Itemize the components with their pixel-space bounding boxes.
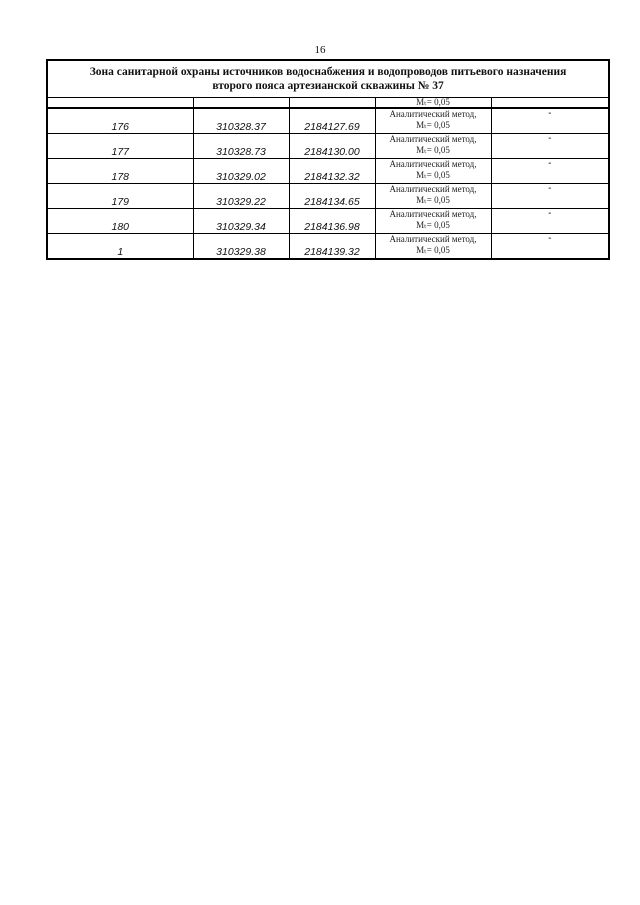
point-number: 180 xyxy=(47,209,193,234)
table-row xyxy=(47,108,609,134)
method-cell xyxy=(375,134,491,159)
table-row xyxy=(47,159,609,184)
table-row xyxy=(47,234,609,260)
method-cell xyxy=(375,209,491,234)
y-coordinate: 2184134.65 xyxy=(289,184,375,209)
note-cell: - xyxy=(491,108,609,134)
y-coordinate: 2184139.32 xyxy=(289,234,375,260)
method-accuracy: Mₜ= 0,05 xyxy=(416,220,450,230)
method-cell xyxy=(375,108,491,134)
note-cell: - xyxy=(491,184,609,209)
y-coordinate: 2184136.98 xyxy=(289,209,375,234)
note-cell xyxy=(491,98,609,109)
method-cell xyxy=(375,184,491,209)
method-accuracy: Mₜ= 0,05 xyxy=(416,145,450,155)
method-cell xyxy=(375,159,491,184)
y-coordinate: 2184130.00 xyxy=(289,134,375,159)
table-row xyxy=(47,209,609,234)
table-title xyxy=(47,60,609,98)
note-cell: - xyxy=(491,234,609,260)
table-title-line-1: Зона санитарной охраны источников водоснабжения и водопроводов питьевого назначения xyxy=(89,66,567,78)
y-cell xyxy=(289,98,375,109)
note-cell: - xyxy=(491,134,609,159)
x-coordinate: 310329.02 xyxy=(193,159,289,184)
note-cell: - xyxy=(491,159,609,184)
point-cell xyxy=(47,98,193,109)
point-number: 177 xyxy=(47,134,193,159)
x-coordinate: 310329.22 xyxy=(193,184,289,209)
method-accuracy: Mₜ= 0,05 xyxy=(416,245,450,255)
sanitary-zone-table xyxy=(46,59,610,260)
x-cell xyxy=(193,98,289,109)
method-name: Аналитический метод, xyxy=(389,209,477,219)
x-coordinate: 310329.38 xyxy=(193,234,289,260)
method-name: Аналитический метод, xyxy=(389,109,477,119)
y-coordinate: 2184127.69 xyxy=(289,108,375,134)
point-number: 179 xyxy=(47,184,193,209)
method-cell xyxy=(375,98,491,109)
method-cell xyxy=(375,234,491,260)
note-cell: - xyxy=(491,209,609,234)
table-row xyxy=(47,134,609,159)
x-coordinate: 310329.34 xyxy=(193,209,289,234)
method-name: Аналитический метод, xyxy=(389,134,477,144)
method-accuracy: Mₜ= 0,05 xyxy=(416,97,450,107)
table-title-line-2: второго пояса артезианской скважины № 37 xyxy=(212,80,444,92)
table-row xyxy=(47,184,609,209)
method-accuracy: Mₜ= 0,05 xyxy=(416,120,450,130)
method-name: Аналитический метод, xyxy=(389,184,477,194)
point-number: 1 xyxy=(47,234,193,260)
method-name: Аналитический метод, xyxy=(389,159,477,169)
method-accuracy: Mₜ= 0,05 xyxy=(416,170,450,180)
method-accuracy: Mₜ= 0,05 xyxy=(416,195,450,205)
method-name: Аналитический метод, xyxy=(389,234,477,244)
point-number: 178 xyxy=(47,159,193,184)
x-coordinate: 310328.73 xyxy=(193,134,289,159)
x-coordinate: 310328.37 xyxy=(193,108,289,134)
page-number: 16 xyxy=(314,44,326,56)
point-number: 176 xyxy=(47,108,193,134)
y-coordinate: 2184132.32 xyxy=(289,159,375,184)
table-row xyxy=(47,98,609,109)
